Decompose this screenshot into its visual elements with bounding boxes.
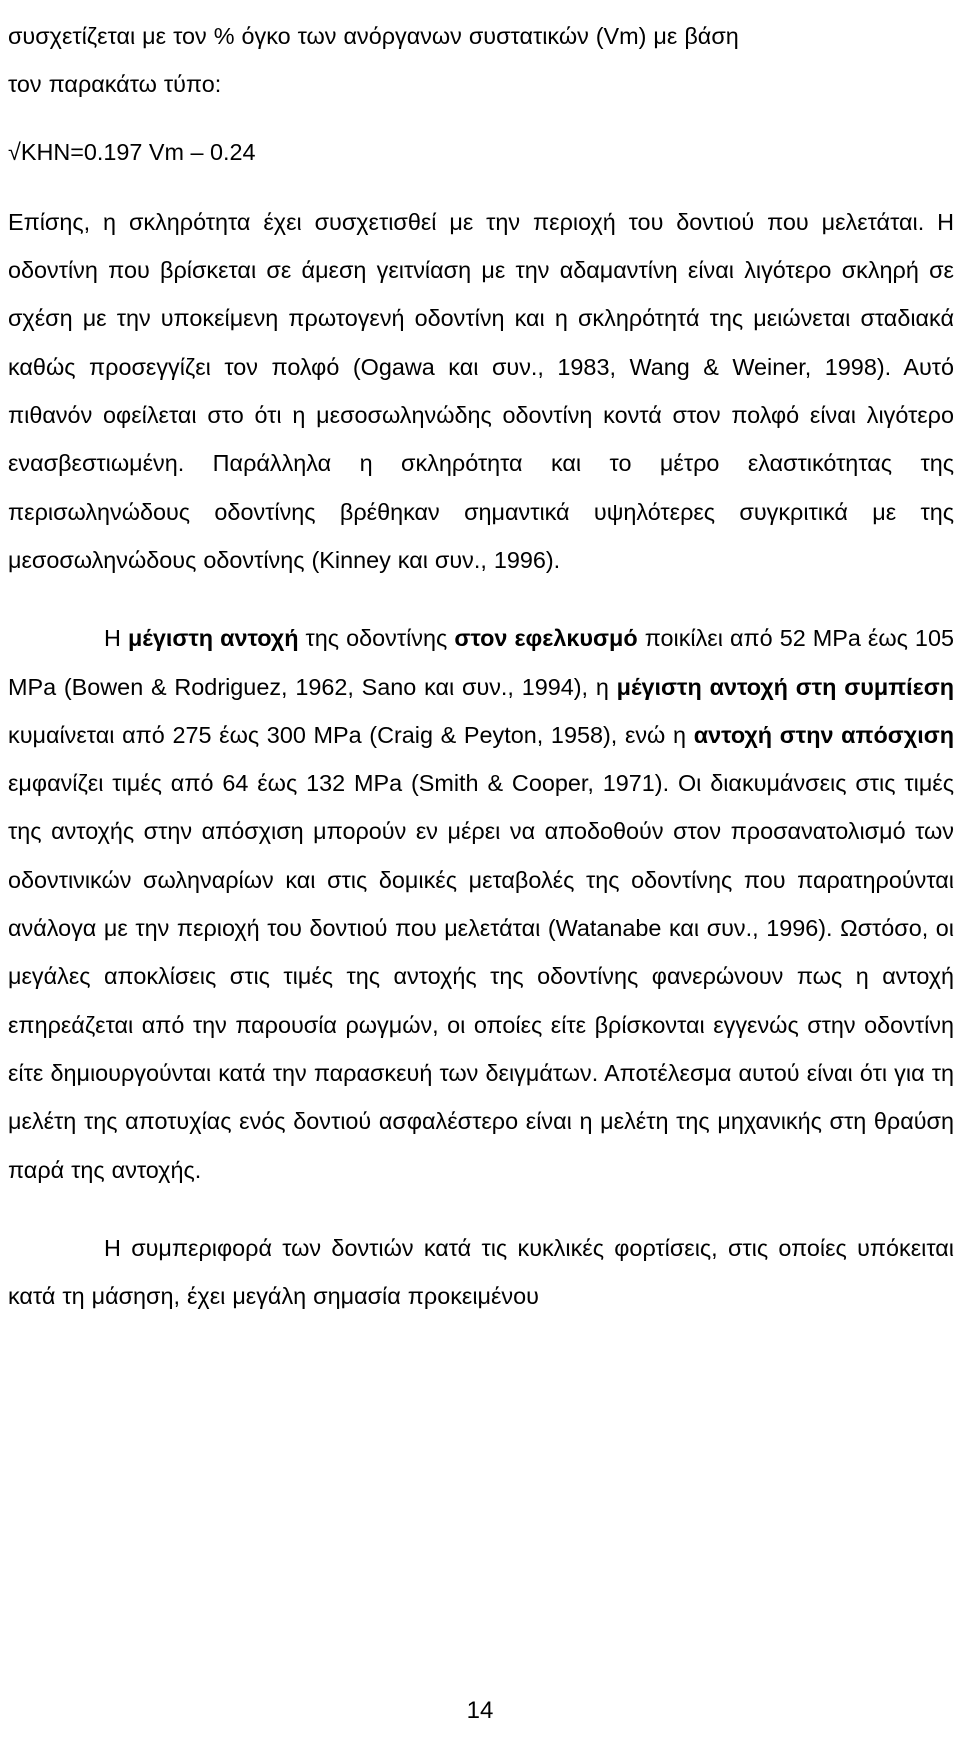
paragraph-strength-text-2: της οδοντίνης [298,625,455,652]
formula-expression: KHN=0.197 Vm – 0.24 [20,138,256,165]
paragraph-cyclic-loading: Η συμπεριφορά των δοντιών κατά τις κυκλικές φορτίσεις, στις οποίες υπόκειται κατά τη μάσηση, έχει μεγάλη σημασία προκειμένου [8,1234,954,1310]
paragraph-strength-text-1: Η [104,625,128,652]
paragraph-hardness: Επίσης, η σκληρότητα έχει συσχετισθεί με την περιοχή του δοντιού που μελετάται. Η οδοντίνη που βρίσκεται σε άμεση γειτνίαση με την αδαμαντίνη είναι λιγότερο σκληρή σε σχέση με την υποκείμενη πρωτογενή οδοντίνη και η σκληρότητά της μειώνεται σταδιακά καθώς προσεγγίζει τον πολφό (Ogawa και συν., 1983, Wang & Weiner, 1998). Αυτό πιθανόν οφείλεται στο ότι η μεσοσωληνώδης οδοντίνη κοντά στον πολφό είναι λιγότερο ενασβεστιωμένη. Παράλληλα η σκληρότητα και το μέτρο ελαστικότητας της περισωληνώδους οδοντίνης βρέθηκαν σημαντικά υψηλότερες συγκριτικά με της μεσοσωληνώδους οδοντίνης (Kinney και συν., 1996). [8,208,954,573]
term-compressive-strength: μέγιστη αντοχή στη συμπίεση [616,673,954,700]
paragraph-strength-text-3: ποικίλει από 52 MPa έως 105 MPa (Bowen & Rodriguez, 1962, Sano και συν., 1994), η [8,625,954,700]
paragraph-strength [8,614,954,1194]
intro-line-1: συσχετίζεται με τον % όγκο των ανόργανων συστατικών (Vm) με βάση [8,23,739,49]
term-tensile: στον εφελκυσμό [454,625,638,652]
term-shear-strength: αντοχή στην απόσχιση [693,721,955,748]
paragraph-strength-text-4: κυμαίνεται από 275 έως 300 MPa (Craig & Peyton, 1958), ενώ η [8,721,694,748]
khn-formula [8,128,954,176]
term-ultimate-strength: μέγιστη αντοχή [127,625,299,652]
page-number: 14 [466,1697,494,1724]
paragraph-strength-text-5: εμφανίζει τιμές από 64 έως 132 MPa (Smith & Cooper, 1971). Οι διακυμάνσεις στις τιμές της αντοχής στην απόσχιση μπορούν εν μέρει να αποδοθούν στον προσανατολισμό των οδοντινικών σωληναρίων και στις δομικές μεταβολές της οδοντίνης που παρατηρούνται ανάλογα με την περιοχή του δοντιού που μελετάται (Watanabe και συν., 1996). Ωστόσο, οι μεγάλες αποκλίσεις στις τιμές της αντοχής της οδοντίνης φανερώνουν πως η αντοχή επηρεάζεται από την παρουσία ρωγμών, οι οποίες είτε βρίσκονται εγγενώς στην οδοντίνη είτε δημιουργούνται κατά την παρασκευή των δειγμάτων. Αποτέλεσμα αυτού είναι ότι για τη μελέτη της αποτυχίας ενός δοντιού ασφαλέστερο είναι η μελέτη της μηχανικής στη θραύση παρά της αντοχής. [8,770,954,1183]
square-root-symbol: √ [8,138,21,165]
document-page [8,12,954,1320]
intro-line-2: τον παρακάτω τύπο: [8,71,222,98]
